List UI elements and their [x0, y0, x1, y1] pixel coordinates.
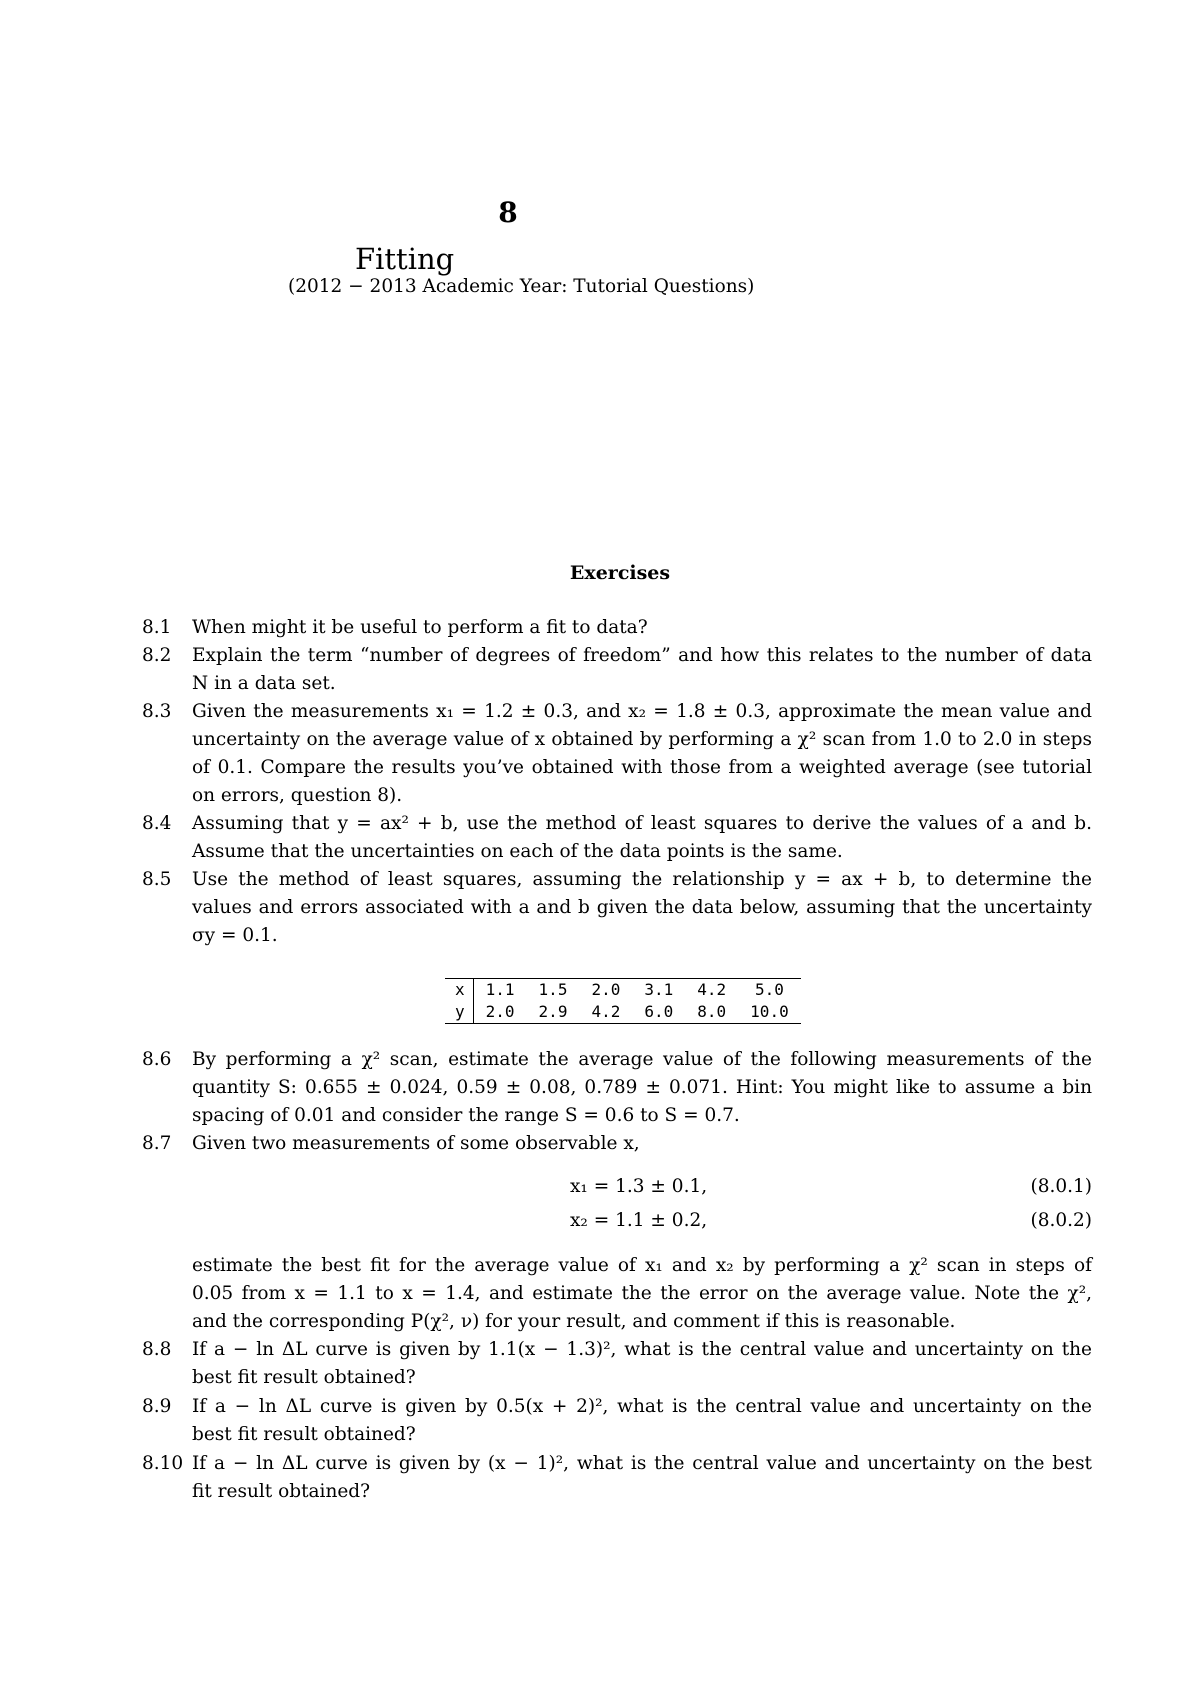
exercise-text: fit result obtained? — [192, 1481, 371, 1502]
exercise-number: 8.10 — [142, 1453, 184, 1474]
exercise-number: 8.1 — [142, 617, 172, 638]
table-cell: 1.1 — [473, 979, 526, 1002]
exercise-text: If a − ln ΔL curve is given by (x − 1)², what is the central value and uncertainty on the best — [192, 1453, 1092, 1474]
exercise-number: 8.6 — [142, 1049, 172, 1070]
exercise-number: 8.3 — [142, 701, 172, 722]
table-cell: 2.0 — [579, 979, 632, 1002]
exercise-text: on errors, question 8). — [192, 785, 403, 806]
equation: x₁ = 1.3 ± 0.1, — [570, 1176, 708, 1197]
table-cell: 3.1 — [632, 979, 685, 1002]
exercise-text: values and errors associated with a and b given the data below, assuming that the uncertainty — [192, 897, 1092, 918]
table-row-y — [445, 1001, 801, 1024]
exercise-text: If a − ln ΔL curve is given by 1.1(x − 1.3)², what is the central value and uncertainty on the — [192, 1339, 1092, 1360]
exercise-text: Use the method of least squares, assuming the relationship y = ax + b, to determine the — [192, 869, 1092, 890]
equation-label: (8.0.2) — [1030, 1210, 1092, 1231]
exercise-text: uncertainty on the average value of x obtained by performing a χ² scan from 1.0 to 2.0 in steps — [192, 729, 1092, 750]
table-cell: 8.0 — [685, 1001, 738, 1024]
table-cell: 4.2 — [579, 1001, 632, 1024]
exercise-text: If a − ln ΔL curve is given by 0.5(x + 2)², what is the central value and uncertainty on the — [192, 1396, 1092, 1417]
table-row-x — [445, 979, 801, 1002]
exercise-number: 8.5 — [142, 869, 172, 890]
exercise-text: Given two measurements of some observable x, — [192, 1133, 640, 1154]
exercise-text: and the corresponding P(χ², ν) for your result, and comment if this is reasonable. — [192, 1311, 956, 1332]
exercise-text: 0.05 from x = 1.1 to x = 1.4, and estimate the the error on the average value. Note the χ², — [192, 1283, 1092, 1304]
equation: x₂ = 1.1 ± 0.2, — [570, 1210, 708, 1231]
exercise-text: spacing of 0.01 and consider the range S = 0.6 to S = 0.7. — [192, 1105, 740, 1126]
table-cell: 4.2 — [685, 979, 738, 1002]
exercise-text: quantity S: 0.655 ± 0.024, 0.59 ± 0.08, 0.789 ± 0.071. Hint: You might like to assume a bin — [192, 1077, 1092, 1098]
table-cell: 6.0 — [632, 1001, 685, 1024]
exercise-text: best fit result obtained? — [192, 1424, 416, 1445]
exercise-number: 8.4 — [142, 813, 172, 834]
table-cell: 10.0 — [738, 1001, 801, 1024]
equation-label: (8.0.1) — [1030, 1176, 1092, 1197]
table-cell: 5.0 — [738, 979, 801, 1002]
exercise-text: of 0.1. Compare the results you’ve obtained with those from a weighted average (see tutorial — [192, 757, 1092, 778]
chapter-subtitle: (2012 − 2013 Academic Year: Tutorial Questions) — [288, 276, 755, 297]
chapter-number: 8 — [498, 196, 518, 229]
chapter-title: Fitting — [355, 242, 455, 276]
exercise-text: best fit result obtained? — [192, 1367, 416, 1388]
exercise-text: σy = 0.1. — [192, 925, 278, 946]
exercise-text: N in a data set. — [192, 673, 336, 694]
exercise-text: Explain the term “number of degrees of freedom” and how this relates to the number of data — [192, 645, 1092, 666]
exercise-text: Given the measurements x₁ = 1.2 ± 0.3, and x₂ = 1.8 ± 0.3, approximate the mean value and — [192, 701, 1092, 722]
exercise-number: 8.2 — [142, 645, 172, 666]
exercise-number: 8.9 — [142, 1396, 172, 1417]
exercise-text: When might it be useful to perform a fit to data? — [192, 617, 648, 638]
data-table — [445, 978, 801, 1024]
exercise-number: 8.8 — [142, 1339, 172, 1360]
table-cell: 2.0 — [473, 1001, 526, 1024]
exercise-text: estimate the best fit for the average value of x₁ and x₂ by performing a χ² scan in steps of — [192, 1255, 1092, 1276]
exercise-text: By performing a χ² scan, estimate the average value of the following measurements of the — [192, 1049, 1092, 1070]
exercise-text: Assuming that y = ax² + b, use the method of least squares to derive the values of a and b. — [192, 813, 1092, 834]
exercise-number: 8.7 — [142, 1133, 172, 1154]
table-row-label: x — [445, 979, 473, 1002]
table-cell: 1.5 — [527, 979, 580, 1002]
table-row-label: y — [445, 1001, 473, 1024]
section-heading: Exercises — [569, 562, 671, 584]
exercise-text: Assume that the uncertainties on each of the data points is the same. — [192, 841, 843, 862]
table-cell: 2.9 — [527, 1001, 580, 1024]
